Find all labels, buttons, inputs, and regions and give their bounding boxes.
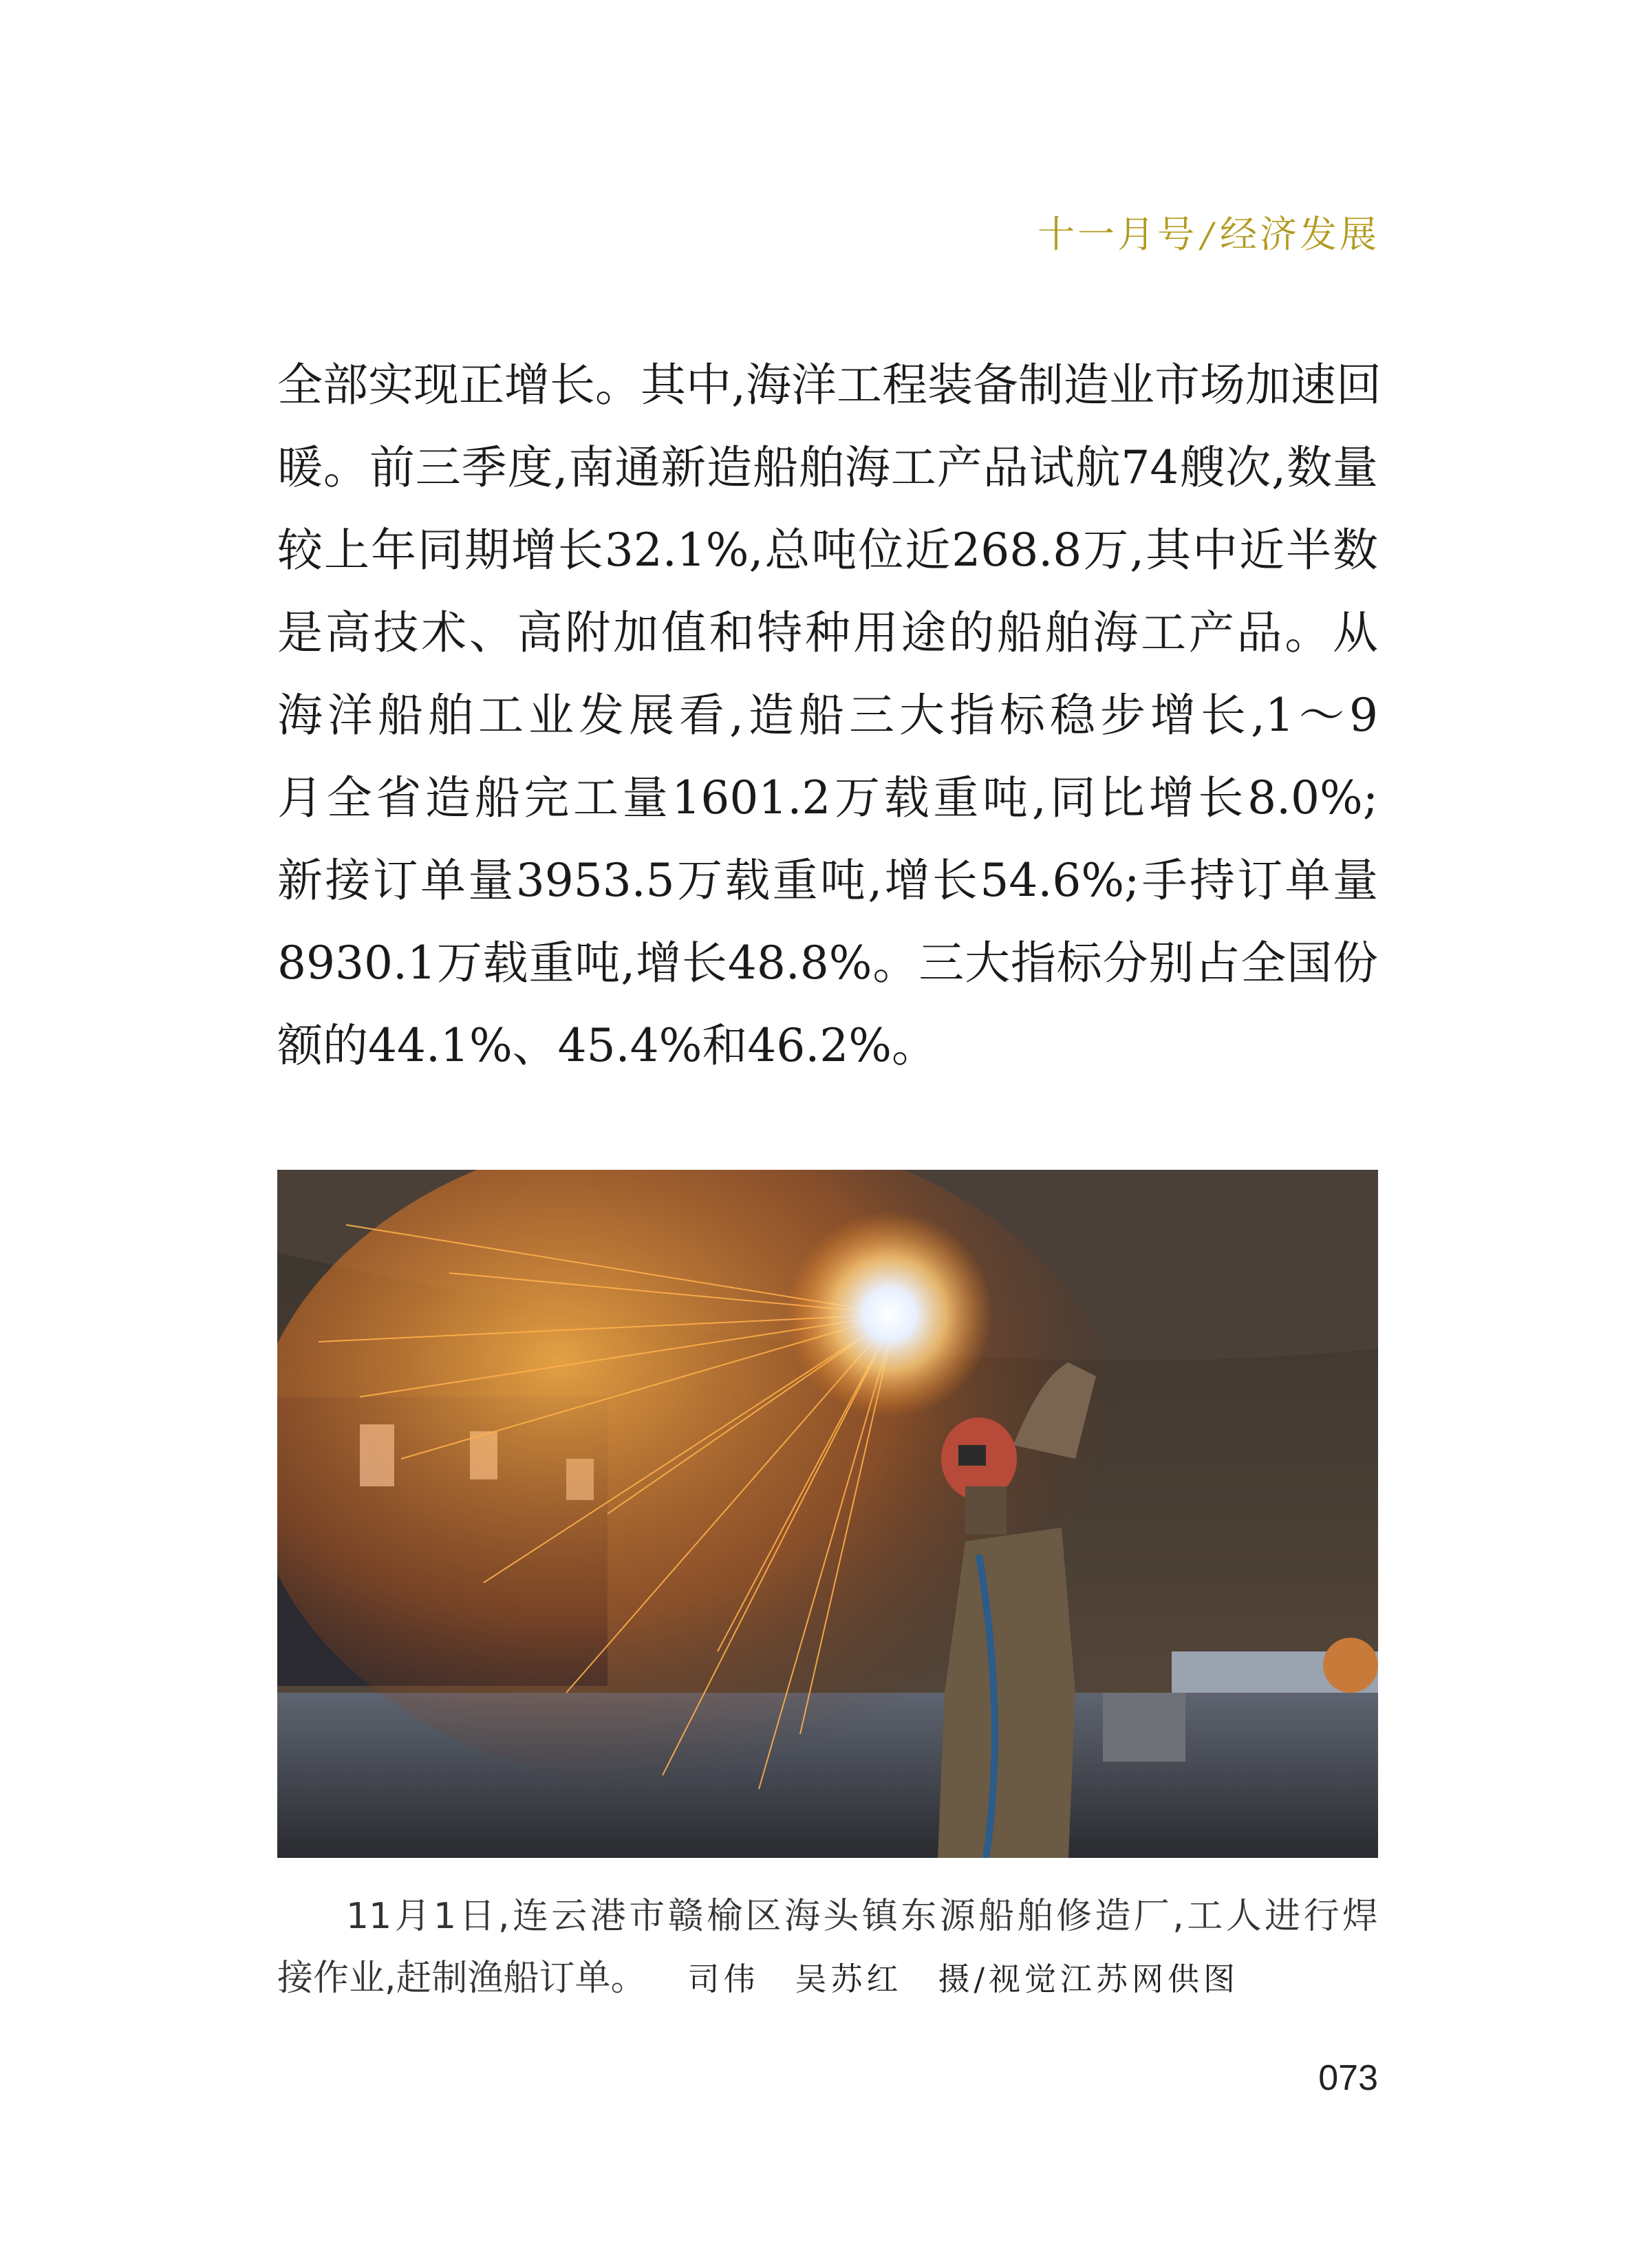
body-line: 是高技术、高附加值和特种用途的船舶海工产品。从 (277, 606, 1378, 659)
caption-line: 11月1日,连云港市赣榆区海头镇东源船舶修造厂,工人进行焊 (346, 1896, 1378, 1937)
body-paragraph (277, 344, 1382, 1087)
body-line: 较上年同期增长32.1%,总吨位近268.8万,其中近半数 (277, 524, 1378, 577)
body-line: 额的44.1%、45.4%和46.2%。 (277, 1019, 937, 1072)
body-line: 新接订单量3953.5万载重吨,增长54.6%;手持订单量 (277, 854, 1378, 907)
running-header (1038, 205, 1379, 258)
page-number: 073 (1318, 2058, 1378, 2098)
caption-text: 接作业,赶制渔船订单。 (277, 1958, 647, 1999)
body-line: 海洋船舶工业发展看,造船三大指标稳步增长,1～9 (277, 689, 1378, 742)
welding-photo-illustration (277, 1170, 1378, 1858)
header-separator: / (1201, 215, 1216, 255)
photo-credit: 司伟 吴苏红 摄/视觉江苏网供图 (687, 1960, 1240, 1998)
body-line: 全部实现正增长。其中,海洋工程装备制造业市场加速回 (277, 359, 1382, 411)
photo-caption (277, 1885, 1378, 2010)
body-line: 月全省造船完工量1601.2万载重吨,同比增长8.0%; (277, 771, 1378, 824)
section-label: 经济发展 (1220, 213, 1379, 256)
caption-line (277, 1947, 1378, 2010)
body-line: 8930.1万载重吨,增长48.8%。三大指标分别占全国份 (277, 937, 1378, 989)
issue-label: 十一月号 (1038, 213, 1198, 256)
body-line: 暖。前三季度,南通新造船舶海工产品试航74艘次,数量 (277, 441, 1378, 494)
welding-photo (277, 1170, 1378, 1858)
